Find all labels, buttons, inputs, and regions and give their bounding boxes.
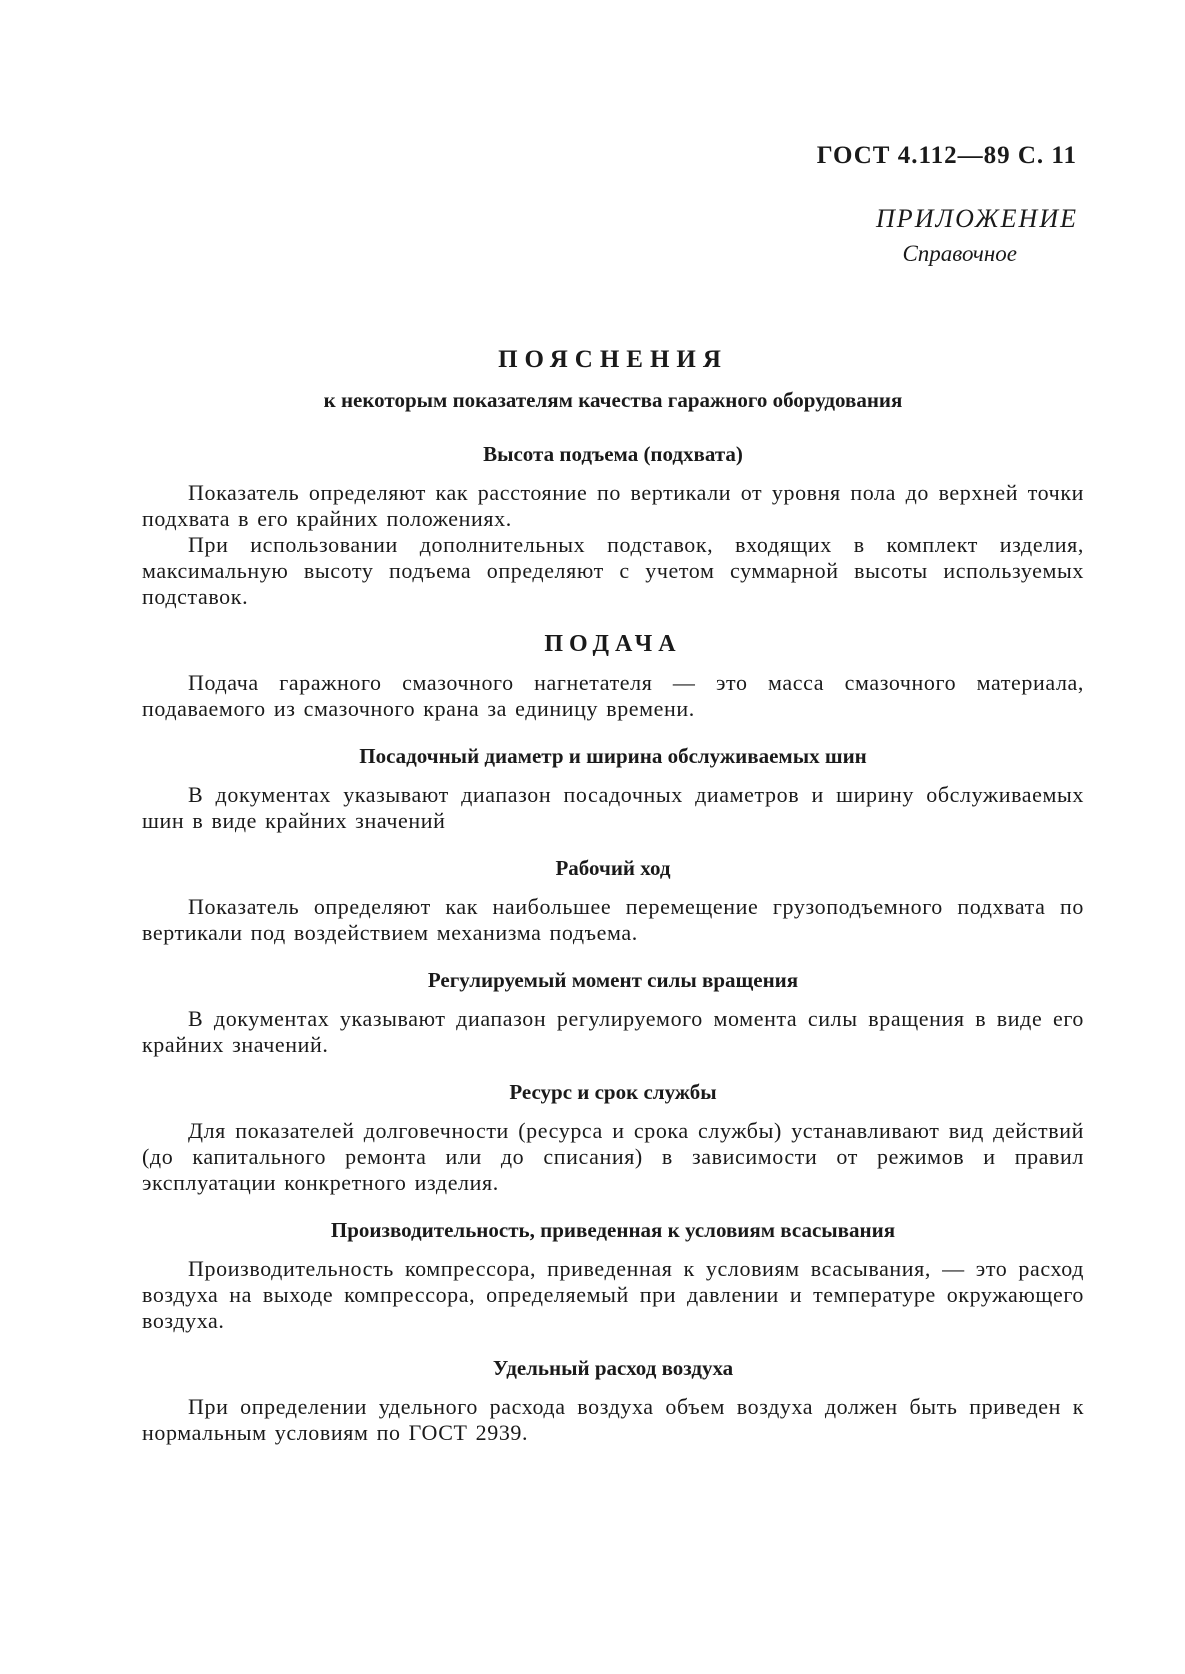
section-title: Производительность, приведенная к условиям всасывания — [330, 1218, 896, 1242]
paragraph: Для показателей долговечности (ресурса и срока службы) устанавливают вид действий (до капитального ремонта или до списания) в зависимости от режимов и правил эксплуатации конкретного изделия. — [142, 1118, 1084, 1195]
document-reference: ГОСТ 4.112—89 С. 11 — [816, 142, 1077, 169]
section-title: Посадочный диаметр и ширина обслуживаемых шин — [359, 744, 867, 768]
section-service-life — [142, 1076, 1084, 1196]
section-title: Ресурс и срок службы — [509, 1080, 717, 1104]
section-title: Удельный расход воздуха — [492, 1356, 734, 1380]
section-title: ПОДАЧА — [544, 631, 682, 657]
section-torque — [142, 964, 1084, 1058]
document-body — [142, 340, 1084, 1446]
section-compressor-capacity — [142, 1214, 1084, 1334]
section-feed — [142, 628, 1084, 722]
paragraph: Показатель определяют как расстояние по вертикали от уровня пола до верхней точки подхвата в его крайних положениях. — [142, 480, 1084, 531]
paragraph: В документах указывают диапазон посадочных диаметров и ширину обслуживаемых шин в виде крайних значений — [142, 782, 1084, 833]
appendix-type: Справочное — [902, 241, 1017, 266]
paragraph: При определении удельного расхода воздуха объем воздуха должен быть приведен к нормальным условиям по ГОСТ 2939. — [142, 1394, 1084, 1445]
section-tire-diameter — [142, 740, 1084, 834]
paragraph: Показатель определяют как наибольшее перемещение грузоподъемного подхвата по вертикали под воздействием механизма подъема. — [142, 894, 1084, 945]
paragraph: При использовании дополнительных подставок, входящих в комплект изделия, максимальную высоту подъема определяют с учетом суммарной высоты используемых подставок. — [142, 532, 1084, 609]
page-subtitle: к некоторым показателям качества гаражного оборудования — [323, 388, 903, 412]
section-title: Высота подъема (подхвата) — [483, 442, 743, 466]
section-air-consumption — [142, 1352, 1084, 1446]
paragraph: Подача гаражного смазочного нагнетателя — это масса смазочного материала, подаваемого из смазочного крана за единицу времени. — [142, 670, 1084, 721]
section-title: Регулируемый момент силы вращения — [427, 968, 799, 992]
paragraph: Производительность компрессора, приведенная к условиям всасывания, — это расход воздуха на выходе компрессора, определяемый при давлении и температуре окружающего воздуха. — [142, 1256, 1084, 1333]
section-lift-height — [142, 438, 1084, 610]
paragraph: В документах указывают диапазон регулируемого момента силы вращения в виде его крайних значений. — [142, 1006, 1084, 1057]
section-working-stroke — [142, 852, 1084, 946]
appendix-label: ПРИЛОЖЕНИЕ — [876, 204, 1078, 233]
page-title: ПОЯСНЕНИЯ — [498, 346, 728, 373]
section-title: Рабочий ход — [555, 856, 671, 880]
